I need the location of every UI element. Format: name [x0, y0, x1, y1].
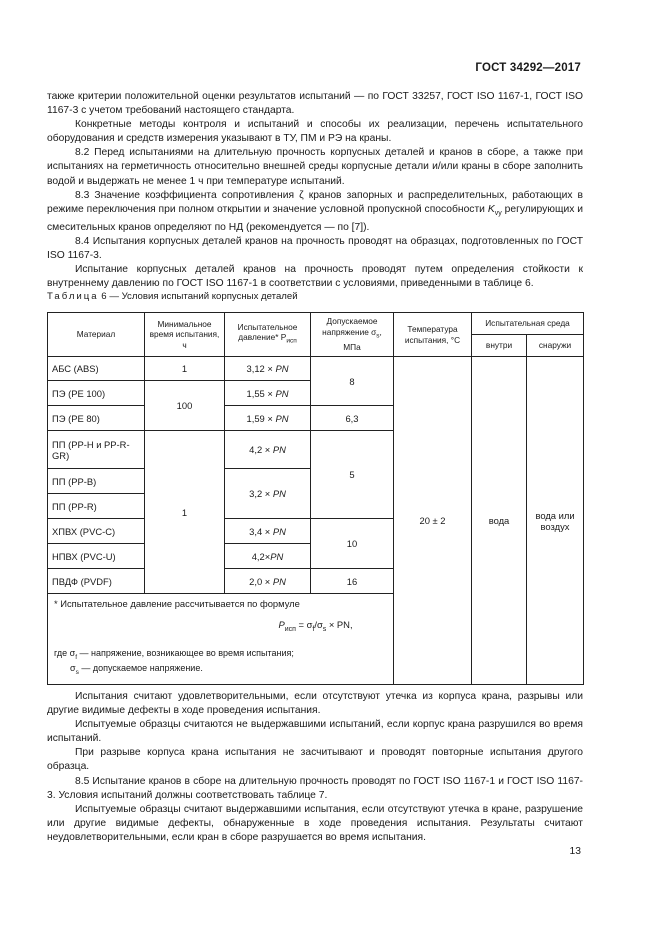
pressure-cell: 4,2 × PN — [225, 431, 311, 469]
material-cell: ПВДФ (PVDF) — [48, 569, 145, 594]
material-cell: ХПВХ (PVC-C) — [48, 519, 145, 544]
page-number: 13 — [569, 846, 581, 857]
material-cell: ПП (PP-R) — [48, 494, 145, 519]
where-line-2: $\sigma_s$ — допускаемое напряжение. — [70, 663, 203, 676]
header-min-time: Минимальное время испытания, ч — [145, 313, 225, 357]
table-caption — [47, 291, 298, 302]
time-cell: 1 — [145, 357, 225, 381]
pressure-cell: 3,12 × PN — [225, 357, 311, 381]
paragraph: Испытуемые образцы считаются не выдержавшими испытаний, если корпус крана разрушился во время испытаний. — [47, 719, 583, 745]
stress-cell: 10 — [311, 519, 394, 569]
header-environment: Испытательная среда — [472, 313, 584, 335]
kvy-subscript: vy — [494, 209, 502, 217]
pressure-cell: 3,4 × PN — [225, 519, 311, 544]
temperature-cell: 20 ± 2 — [394, 357, 472, 685]
paragraph: При разрыве корпуса крана испытания не засчитывают и проводят повторные испытания другого образца. — [47, 747, 583, 773]
material-cell: ПП (PP-H и PP-R-GR) — [48, 431, 145, 469]
pressure-cell: 2,0 × PN — [225, 569, 311, 594]
paragraph: 8.5 Испытание кранов в сборе на длительную прочность проводят по ГОСТ ISO 1167-1 и ГОСТ ISO 1167-3. Условия испытаний должны соответствовать таблице 7. — [47, 775, 583, 801]
body-text-top — [47, 90, 583, 291]
table-note — [48, 594, 584, 685]
stress-cell: 5 — [311, 431, 394, 519]
material-cell: ПЭ (PE 100) — [48, 381, 145, 406]
where-line-1: где $\sigma_f$ — напряжение, возникающее во время испытания; — [54, 647, 294, 661]
paragraph: также критерии положительной оценки результатов испытаний — по ГОСТ 33257, ГОСТ ISO 1167-1, ГОСТ ISO 1167-3 с учетом требований настоящего стандарта. — [47, 91, 583, 117]
kvy-symbol: K — [487, 203, 495, 215]
header-stress: Допускаемое напряжение $\sigma_s$, МПа — [311, 313, 394, 357]
document-code: ГОСТ 34292—2017 — [475, 62, 581, 74]
header-env-outside: снаружи — [527, 335, 584, 357]
paragraph: Испытуемые образцы считают выдержавшими испытания, если отсутствуют утечка в кране, разрушение или другие видимые дефекты, обнаруженные в ходе проведения испытания. Результаты считают неудовлетворительными, если кран в сборе разрушается во время испытания. — [47, 803, 583, 843]
material-cell: ПЭ (PE 80) — [48, 406, 145, 431]
stress-cell: 6,3 — [311, 406, 394, 431]
pressure-cell: 4,2×PN — [225, 544, 311, 569]
table-6 — [47, 312, 584, 685]
header-env-inside: внутри — [472, 335, 527, 357]
pressure-cell: 1,59 × PN — [225, 406, 311, 431]
env-inside-cell: вода — [472, 357, 527, 685]
time-cell: 1 — [145, 431, 225, 594]
paragraph-text: 8.3 Значение коэффициента сопротивления ζ кранов запорных и распределительных, работающих в режиме переключения при полном открытии и значение условной пропускной способности — [47, 189, 583, 215]
header-material: Материал — [48, 313, 145, 357]
paragraph: Испытания считают удовлетворительными, если отсутствуют утечка из корпуса крана, разрывы или другие видимые дефекты в ходе проведения испытания. — [47, 691, 583, 717]
caption-prefix: Таблица — [47, 291, 99, 302]
stress-cell: 16 — [311, 569, 394, 594]
material-cell: АБС (ABS) — [48, 357, 145, 381]
pressure-formula: $P_{исп} = \sigma_f/\sigma_s$ × PN, — [278, 618, 353, 633]
paragraph: Конкретные методы контроля и испытаний и способы их реализации, перечень испытательного оборудования и средств измерения указывают в ТУ, ПМ и РЭ на краны. — [47, 119, 583, 145]
time-cell: 100 — [145, 381, 225, 431]
material-cell: ПП (PP-B) — [48, 469, 145, 494]
material-cell: НПВХ (PVC-U) — [48, 544, 145, 569]
pressure-cell: 3,2 × PN — [225, 469, 311, 519]
paragraph: Испытание корпусных деталей кранов на прочность проводят путем определения стойкости к внутреннему давлению по ГОСТ ISO 1167-1 в соответствии с условиями, приведенными в таблице 6. — [47, 264, 583, 290]
paragraph-text: регулирующих и смесительных кранов определяют по НД (рекомендуется — по [7]). — [47, 203, 583, 233]
note-intro: * Испытательное давление рассчитывается по формуле — [54, 598, 300, 609]
caption-number: 6 — [101, 291, 107, 302]
stress-cell: 8 — [311, 357, 394, 406]
pressure-cell: 1,55 × PN — [225, 381, 311, 406]
paragraph-8-3 — [47, 189, 583, 235]
header-temperature: Температура испытания, °C — [394, 313, 472, 357]
caption-title: — Условия испытаний корпусных деталей — [109, 291, 298, 302]
header-pressure: Испытательное давление* $P_{исп}$ — [225, 313, 311, 357]
paragraph: 8.4 Испытания корпусных деталей кранов на прочность проводят на образцах, подготовленных по ГОСТ ISO 1167-3. — [47, 235, 583, 262]
body-text-bottom — [47, 690, 583, 845]
env-outside-cell: вода или воздух — [527, 357, 584, 685]
paragraph: 8.2 Перед испытаниями на длительную прочность корпусных деталей и кранов в сборе, а также при испытаниях на герметичность относительно внешней среды корпусные детали и/или краны в сборе заполнить водой и выдержать не менее 1 ч при температуре испытаний. — [47, 147, 583, 187]
